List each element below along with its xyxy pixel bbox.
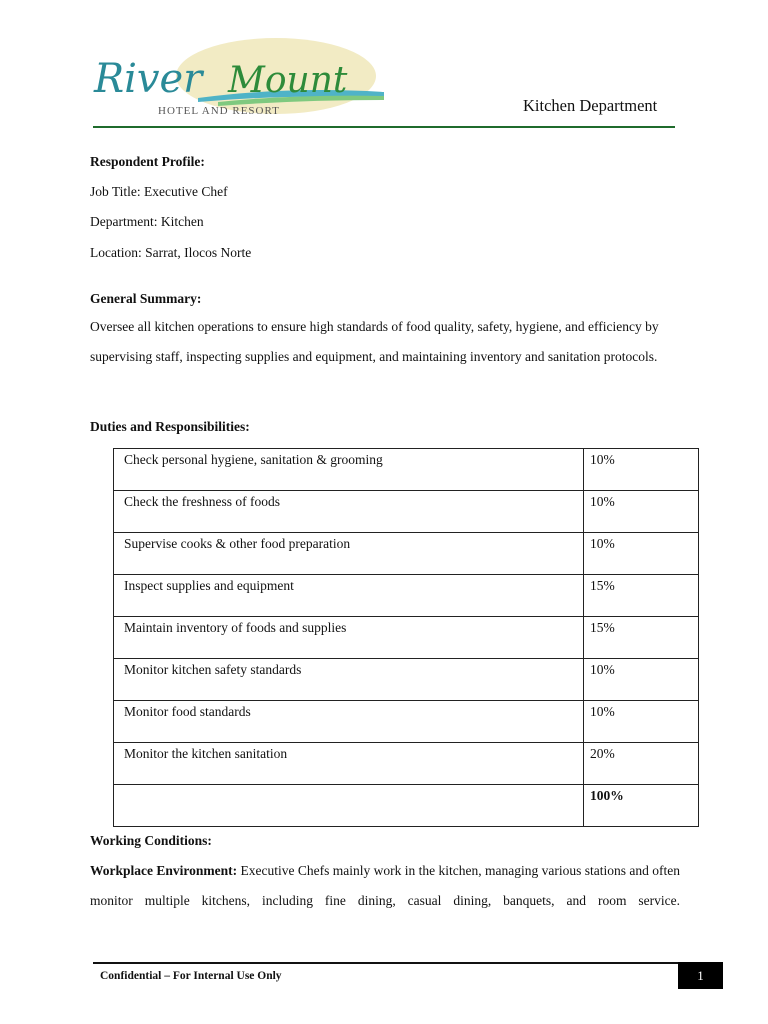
logo-wordmark-right: Mount xyxy=(228,60,348,101)
confidential-notice: Confidential – For Internal Use Only xyxy=(100,970,282,982)
logo-tagline: HOTEL AND RESORT xyxy=(158,105,280,117)
logo-wordmark-left: River xyxy=(94,56,203,102)
workplace-environment xyxy=(90,856,680,946)
duty-percent: 10% xyxy=(584,449,699,491)
location: Location: Sarrat, Ilocos Norte xyxy=(90,245,252,260)
table-row xyxy=(114,743,699,785)
duty-percent: 15% xyxy=(584,575,699,617)
working-conditions-heading: Working Conditions: xyxy=(90,833,212,848)
table-row xyxy=(114,449,699,491)
duty-task: Monitor the kitchen sanitation xyxy=(114,743,584,785)
duties-heading: Duties and Responsibilities: xyxy=(90,419,250,434)
duty-percent: 20% xyxy=(584,743,699,785)
page-number: 1 xyxy=(678,962,723,989)
table-total-row xyxy=(114,785,699,827)
duty-percent: 10% xyxy=(584,491,699,533)
workplace-environment-label: Workplace Environment: xyxy=(90,863,238,878)
duty-task: Inspect supplies and equipment xyxy=(114,575,584,617)
table-row xyxy=(114,491,699,533)
table-row xyxy=(114,701,699,743)
duties-table xyxy=(113,448,699,827)
table-row xyxy=(114,533,699,575)
workplace-environment-text: Executive Chefs mainly work in the kitchen, managing various stations and often monitor multiple kitchens, including fine dining, casual dining, banquets, and room service. xyxy=(90,863,680,908)
job-title: Job Title: Executive Chef xyxy=(90,184,228,199)
duty-task: Check personal hygiene, sanitation & grooming xyxy=(114,449,584,491)
total-label-cell xyxy=(114,785,584,827)
duty-percent: 10% xyxy=(584,659,699,701)
river-mount-logo xyxy=(88,36,388,118)
duty-percent: 15% xyxy=(584,617,699,659)
duty-task: Supervise cooks & other food preparation xyxy=(114,533,584,575)
profile-heading: Respondent Profile: xyxy=(90,154,205,169)
table-row xyxy=(114,617,699,659)
duty-task: Monitor food standards xyxy=(114,701,584,743)
duty-task: Check the freshness of foods xyxy=(114,491,584,533)
department-title: Kitchen Department xyxy=(523,96,658,115)
duty-percent: 10% xyxy=(584,533,699,575)
table-row xyxy=(114,575,699,617)
table-row xyxy=(114,659,699,701)
footer-rule xyxy=(93,962,678,964)
duty-percent: 10% xyxy=(584,701,699,743)
summary-heading: General Summary: xyxy=(90,291,202,306)
duty-total: 100% xyxy=(584,785,699,827)
department: Department: Kitchen xyxy=(90,214,204,229)
duty-task: Maintain inventory of foods and supplies xyxy=(114,617,584,659)
summary-text: Oversee all kitchen operations to ensure high standards of food quality, safety, hygiene, and efficiency by supervising staff, inspecting supplies and equipment, and maintaining inventory and sanitation protocols. xyxy=(90,319,659,364)
duty-task: Monitor kitchen safety standards xyxy=(114,659,584,701)
header-rule xyxy=(93,126,675,128)
